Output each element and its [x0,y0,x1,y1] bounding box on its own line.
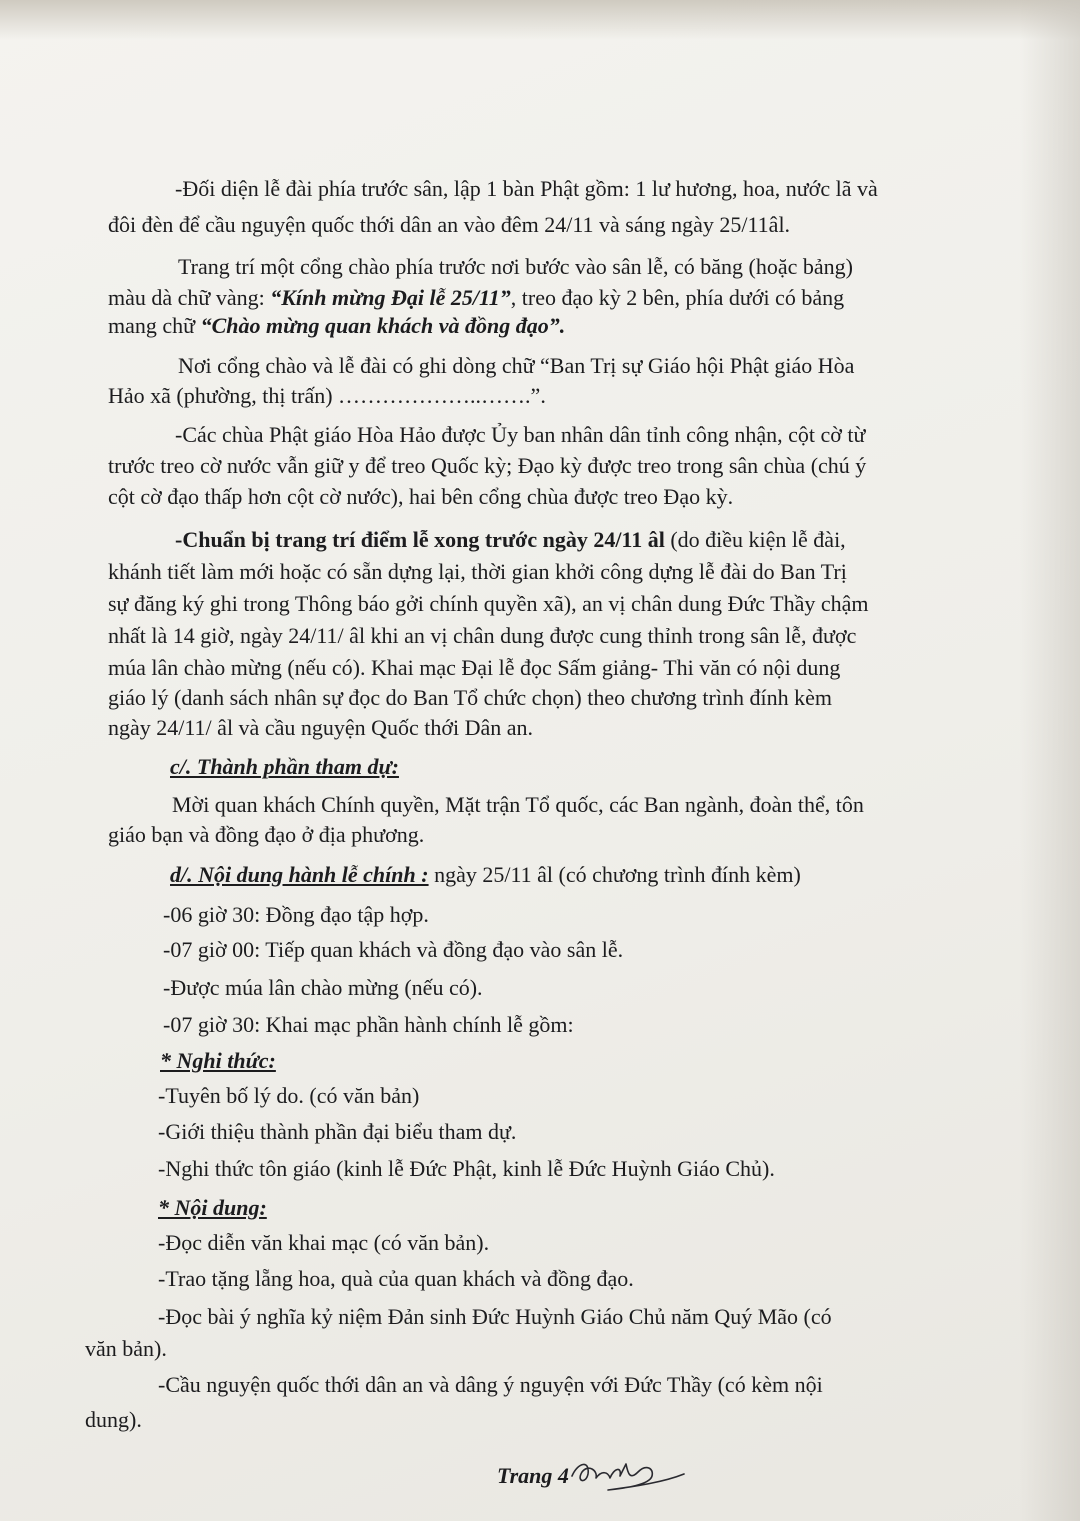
page-number: Trang 4 [497,1463,569,1488]
paragraph-line: ngày 24/11/ âl và cầu nguyện Quốc thới Dân an. [108,715,534,740]
paragraph-line [175,525,846,555]
text-run: , treo đạo kỳ 2 bên, phía dưới có bảng [510,285,845,310]
paragraph-line: giáo bạn và đồng đạo ở địa phương. [108,822,425,847]
paragraph-line: Hảo xã (phường, thị trấn) ………………..…….”. [108,383,546,408]
paragraph-line: Trang trí một cổng chào phía trước nơi bước vào sân lễ, có băng (hoặc bảng) [178,254,853,279]
text-run: mang chữ [108,313,201,338]
paragraph-line: giáo lý (danh sách nhân sự đọc do Ban Tổ chức chọn) theo chương trình đính kèm [108,685,832,710]
list-item: -06 giờ 30: Đồng đạo tập hợp. [163,902,429,927]
list-item: dung). [85,1407,142,1432]
section-heading: * Nghi thức: [160,1048,276,1073]
paragraph-line: đôi đèn để cầu nguyện quốc thới dân an vào đêm 24/11 và sáng ngày 25/11âl. [108,212,791,237]
bold-text: -Chuẩn bị trang trí điểm lễ xong trước ngày 24/11 âl [175,527,665,552]
paragraph-line: sự đăng ký ghi trong Thông báo gởi chính quyền xã), an vị chân dung Đức Thầy chậm [108,591,869,616]
list-item: văn bản). [85,1336,167,1361]
list-item: -Giới thiệu thành phần đại biểu tham dự. [158,1119,517,1144]
paragraph-line [108,311,565,341]
list-item: -07 giờ 00: Tiếp quan khách và đồng đạo vào sân lễ. [163,937,624,962]
banner-text: “Kính mừng Đại lễ 25/11” [270,285,511,310]
paragraph-line: cột cờ đạo thấp hơn cột cờ nước), hai bên cổng chùa được treo Đạo kỳ. [108,484,734,509]
list-item: -Cầu nguyện quốc thới dân an và dâng ý nguyện với Đức Thầy (có kèm nội [158,1372,823,1397]
paragraph-line: Mời quan khách Chính quyền, Mặt trận Tổ quốc, các Ban ngành, đoàn thể, tôn [172,792,864,817]
signature-icon [568,1452,688,1497]
paragraph-line: trước treo cờ nước vẫn giữ y để treo Quốc kỳ; Đạo kỳ được treo trong sân chùa (chú ý [108,453,867,478]
list-item: -Nghi thức tôn giáo (kinh lễ Đức Phật, kinh lễ Đức Huỳnh Giáo Chủ). [158,1156,775,1181]
paragraph-line: Nơi cổng chào và lễ đài có ghi dòng chữ “Ban Trị sự Giáo hội Phật giáo Hòa [178,353,855,378]
text-run: màu dà chữ vàng: [108,285,271,310]
list-item: -Trao tặng lẵng hoa, quà của quan khách và đồng đạo. [158,1266,634,1291]
text-run: ngày 25/11 âl (có chương trình đính kèm) [428,862,801,887]
list-item: -Đọc bài ý nghĩa kỷ niệm Đản sinh Đức Huỳnh Giáo Chủ năm Quý Mão (có [158,1304,832,1329]
paragraph-line: múa lân chào mừng (nếu có). Khai mạc Đại lễ đọc Sấm giảng- Thi văn có nội dung [108,655,841,680]
list-item: -Đọc diễn văn khai mạc (có văn bản). [158,1230,490,1255]
section-heading-line [170,860,801,890]
paragraph-line: -Đối diện lễ đài phía trước sân, lập 1 bàn Phật gồm: 1 lư hương, hoa, nước lã và [175,176,878,201]
paragraph-line [108,283,844,313]
section-heading: * Nội dung: [158,1195,267,1220]
list-item: -Được múa lân chào mừng (nếu có). [163,975,483,1000]
paragraph-line: -Các chùa Phật giáo Hòa Hảo được Ủy ban nhân dân tỉnh công nhận, cột cờ từ [175,422,866,447]
list-item: -Tuyên bố lý do. (có văn bản) [158,1083,420,1108]
text-run: (do điều kiện lễ đài, [664,527,846,552]
list-item: -07 giờ 30: Khai mạc phần hành chính lễ gồm: [163,1012,574,1037]
section-heading: c/. Thành phần tham dự: [170,754,399,779]
paragraph-line: khánh tiết làm mới hoặc có sẵn dựng lại, thời gian khởi công dựng lễ đài do Ban Trị [108,559,847,584]
section-heading: d/. Nội dung hành lễ chính : [170,862,429,887]
paragraph-line: nhất là 14 giờ, ngày 24/11/ âl khi an vị chân dung được cung thỉnh trong sân lễ, được [108,623,857,648]
welcome-text: “Chào mừng quan khách và đồng đạo”. [200,313,566,338]
